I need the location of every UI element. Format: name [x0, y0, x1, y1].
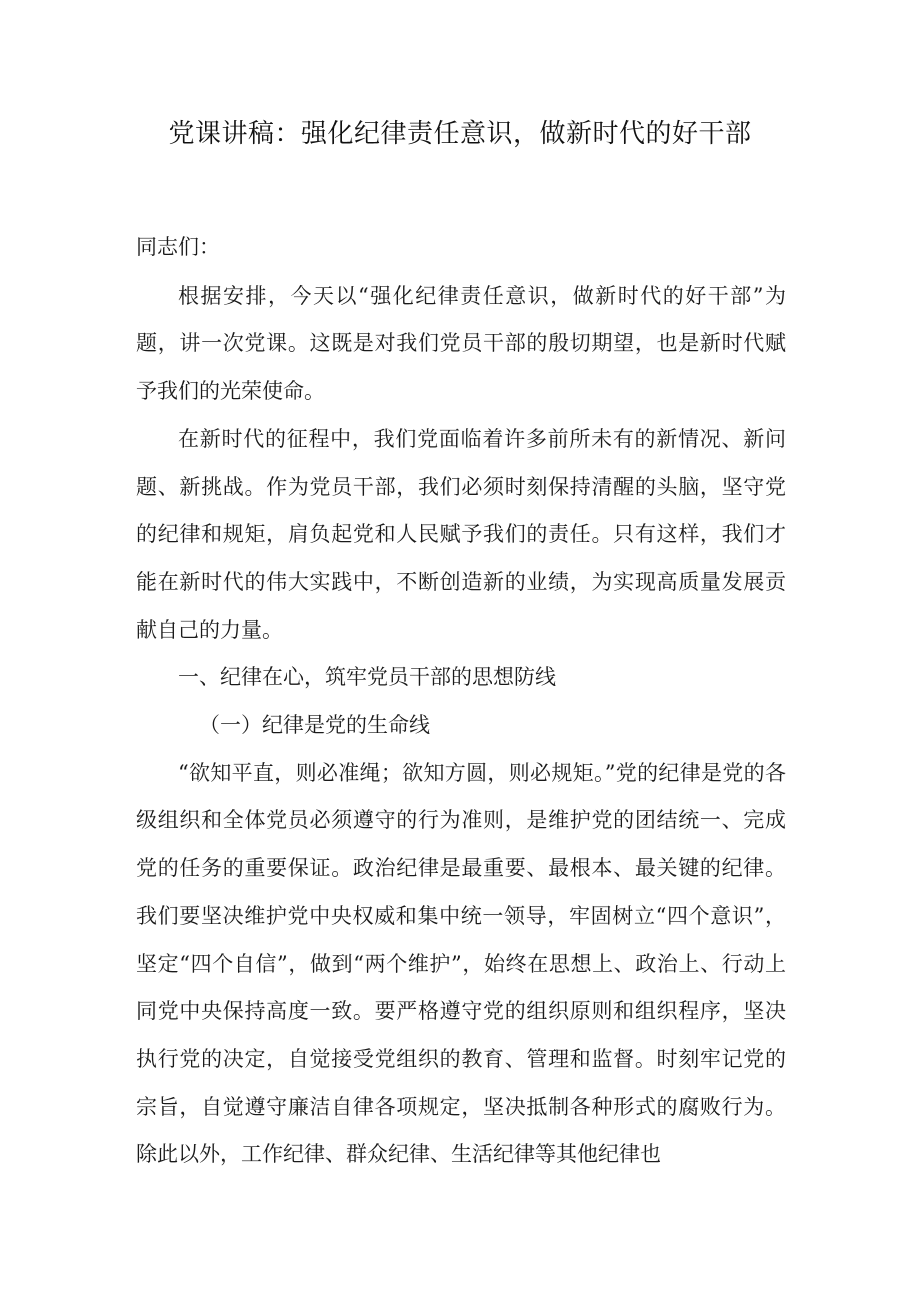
greeting: 同志们： [136, 235, 220, 259]
document-title: 党课讲稿：强化纪律责任意识，做新时代的好干部 [168, 119, 752, 149]
document-body [136, 224, 786, 1179]
paragraph-intro: 根据安排，今天以“强化纪律责任意识，做新时代的好干部”为题，讲一次党课。这既是对我们党员干部的殷切期望，也是新时代赋予我们的光荣使命。 [136, 283, 786, 404]
section-heading: 一、纪律在心，筑牢党员干部的思想防线 [178, 665, 556, 690]
paragraph-discipline: “欲知平直，则必准绳；欲知方圆，则必规矩。”党的纪律是党的各级组织和全体党员必须遵守的行为准则，是维护党的团结统一、完成党的任务的重要保证。政治纪律是最重要、最根本、最关键的纪律。我们要坚决维护党中央权威和集中统一领导，牢固树立“四个意识”，坚定“四个自信”，做到“两个维护”，始终在思想上、政治上、行动上同党中央保持高度一致。要严格遵守党的组织原则和组织程序，坚决执行党的决定，自觉接受党组织的教育、管理和监督。时刻牢记党的宗旨，自觉遵守廉洁自律各项规定，坚决抵制各种形式的腐败行为。除此以外，工作纪律、群众纪律、生活纪律等其他纪律也 [136, 760, 786, 1167]
subsection-heading: （一）纪律是党的生命线 [199, 713, 430, 738]
paragraph-context: 在新时代的征程中，我们党面临着许多前所未有的新情况、新问题、新挑战。作为党员干部，我们必须时刻保持清醒的头脑，坚守党的纪律和规矩，肩负起党和人民赋予我们的责任。只有这样，我们才能在新时代的伟大实践中，不断创造新的业绩，为实现高质量发展贡献自己的力量。 [136, 426, 786, 642]
